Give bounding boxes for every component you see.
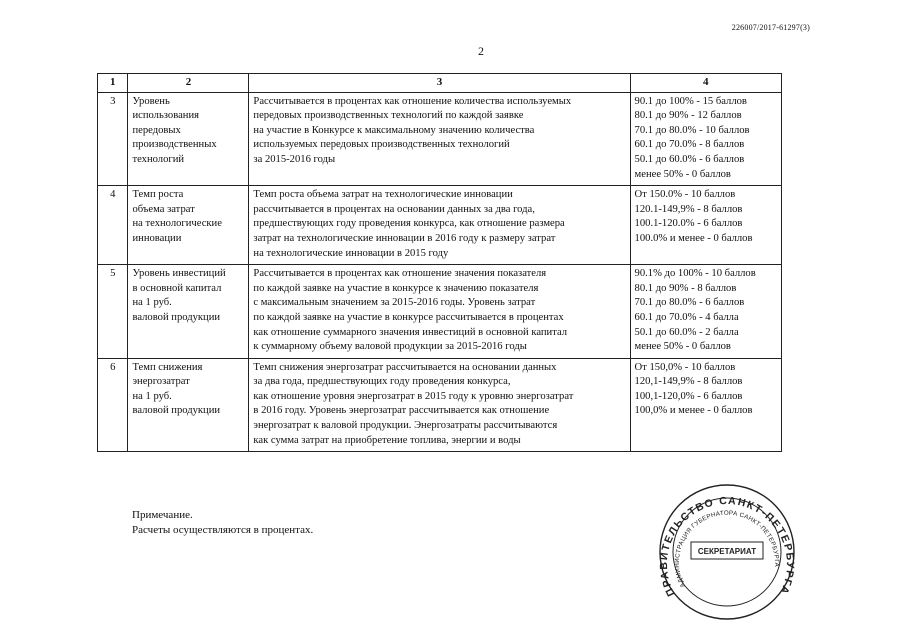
criterion-name xyxy=(128,186,249,265)
note-title: Примечание. xyxy=(132,509,193,521)
table-header-row xyxy=(98,74,782,93)
method-line: Рассчитывается в процентах как отношение значения показателя xyxy=(253,268,547,280)
method-line: по каждой заявке на участие в конкурсе рассчитывается в процентах xyxy=(253,311,564,323)
table-row xyxy=(98,186,782,265)
method-line: как сумма затрат на приобретение топлива, энергии и воды xyxy=(253,434,521,446)
method-line: за два года, предшествующих году проведения конкурса, xyxy=(253,376,511,388)
criterion-name-line: Уровень xyxy=(132,95,170,107)
column-header-3: 3 xyxy=(249,74,630,93)
column-header-4: 4 xyxy=(630,74,781,93)
table-row xyxy=(98,358,782,452)
score-scale xyxy=(630,186,781,265)
method-line: как отношение уровня энергозатрат в 2015 году к уровню энергозатрат xyxy=(253,390,574,402)
criterion-name-line: Уровень инвестиций xyxy=(132,268,226,280)
table-row xyxy=(98,92,782,186)
method-line: на технологические инновации в 2015 году xyxy=(253,247,449,259)
criterion-name xyxy=(128,358,249,452)
score-scale xyxy=(630,265,781,359)
method-line: используемых передовых производственных технологий xyxy=(253,139,510,151)
score-line: менее 50% - 0 баллов xyxy=(634,168,731,180)
score-line: От 150.0% - 10 баллов xyxy=(634,189,736,201)
criteria-table xyxy=(97,73,782,452)
score-line: 80.1 до 90% - 12 баллов xyxy=(634,110,742,122)
criterion-name xyxy=(128,265,249,359)
score-scale xyxy=(630,92,781,186)
method-line: с максимальным значением за 2015-2016 годы. Уровень затрат xyxy=(253,297,536,309)
score-line: 70.1 до 80.0% - 10 баллов xyxy=(634,124,750,136)
footnote xyxy=(132,508,313,537)
score-line: 70.1 до 80.0% - 6 баллов xyxy=(634,297,745,309)
score-line: 100,1-120,0% - 6 баллов xyxy=(634,390,743,402)
calculation-method xyxy=(249,92,630,186)
score-line: 60.1 до 70.0% - 4 балла xyxy=(634,311,739,323)
method-line: Темп снижения энергозатрат рассчитывается на основании данных xyxy=(253,361,557,373)
row-number: 4 xyxy=(98,186,128,265)
method-line: за 2015-2016 годы xyxy=(253,153,336,165)
method-line: затрат на технологические инновации в 2016 году к размеру затрат xyxy=(253,232,556,244)
stamp-outer-text: ПРАВИТЕЛЬСТВО САНКТ-ПЕТЕРБУРГА xyxy=(657,494,797,599)
criterion-name-line: технологий xyxy=(132,153,185,165)
stamp-inner-text: АДМИНИСТРАЦИЯ ГУБЕРНАТОРА САНКТ-ПЕТЕРБУРГА xyxy=(673,509,781,589)
stamp-center-text: СЕКРЕТАРИАТ xyxy=(697,547,757,556)
score-scale xyxy=(630,358,781,452)
criterion-name xyxy=(128,92,249,186)
score-line: 80.1 до 90% - 8 баллов xyxy=(634,282,737,294)
method-line: по каждой заявке на участие в конкурсе к значению показателя xyxy=(253,282,539,294)
criterion-name-line: использования xyxy=(132,110,199,122)
score-line: От 150,0% - 10 баллов xyxy=(634,361,736,373)
criterion-name-line: инновации xyxy=(132,232,182,244)
criterion-name-line: валовой продукции xyxy=(132,311,221,323)
criterion-name-line: валовой продукции xyxy=(132,405,221,417)
calculation-method xyxy=(249,265,630,359)
criterion-name-line: передовых xyxy=(132,124,181,136)
method-line: Рассчитывается в процентах как отношение количества используемых xyxy=(253,95,572,107)
document-registration-number: 226007/2017-61297(3) xyxy=(731,23,810,32)
score-line: 120,1-149,9% - 8 баллов xyxy=(634,376,743,388)
column-header-1: 1 xyxy=(98,74,128,93)
method-line: энергозатрат к валовой продукции. Энергозатраты рассчитываются xyxy=(253,420,558,432)
method-line: как отношение суммарного значения инвестиций в основной капитал xyxy=(253,326,568,338)
criterion-name-line: энергозатрат xyxy=(132,376,190,388)
note-text: Расчеты осуществляются в процентах. xyxy=(132,523,314,536)
score-line: 90.1% до 100% - 10 баллов xyxy=(634,268,756,280)
score-line: 90.1 до 100% - 15 баллов xyxy=(634,95,747,107)
score-line: 50.1 до 60.0% - 2 балла xyxy=(634,326,739,338)
page-number: 2 xyxy=(478,44,484,58)
criterion-name-line: в основной капитал xyxy=(132,282,222,294)
column-header-2: 2 xyxy=(128,74,249,93)
score-line: менее 50% - 0 баллов xyxy=(634,341,731,353)
method-line: к суммарному объему валовой продукции за 2015-2016 годы xyxy=(253,341,527,353)
score-line: 50.1 до 60.0% - 6 баллов xyxy=(634,153,745,165)
row-number: 3 xyxy=(98,92,128,186)
table-row xyxy=(98,265,782,359)
method-line: предшествующих году проведения конкурса, как отношение размера xyxy=(253,218,565,230)
criterion-name-line: на 1 руб. xyxy=(132,297,172,309)
criterion-name-line: на технологические xyxy=(132,218,222,230)
method-line: в 2016 году. Уровень энергозатрат рассчитывается как отношение xyxy=(253,405,550,417)
criterion-name-line: на 1 руб. xyxy=(132,390,172,402)
official-stamp xyxy=(657,482,797,622)
criterion-name-line: Темп роста xyxy=(132,189,184,201)
method-line: передовых производственных технологий по каждой заявке xyxy=(253,110,524,122)
calculation-method xyxy=(249,358,630,452)
criterion-name-line: объема затрат xyxy=(132,203,195,215)
method-line: рассчитывается в процентах на основании данных за два года, xyxy=(253,203,535,215)
calculation-method xyxy=(249,186,630,265)
score-line: 100,0% и менее - 0 баллов xyxy=(634,405,753,417)
row-number: 6 xyxy=(98,358,128,452)
score-line: 100.1-120.0% - 6 баллов xyxy=(634,218,743,230)
score-line: 120.1-149,9% - 8 баллов xyxy=(634,203,743,215)
criterion-name-line: производственных xyxy=(132,139,217,151)
method-line: Темп роста объема затрат на технологические инновации xyxy=(253,189,513,201)
score-line: 60.1 до 70.0% - 8 баллов xyxy=(634,139,745,151)
row-number: 5 xyxy=(98,265,128,359)
score-line: 100.0% и менее - 0 баллов xyxy=(634,232,753,244)
criterion-name-line: Темп снижения xyxy=(132,361,203,373)
method-line: на участие в Конкурсе к максимальному значению количества xyxy=(253,124,535,136)
